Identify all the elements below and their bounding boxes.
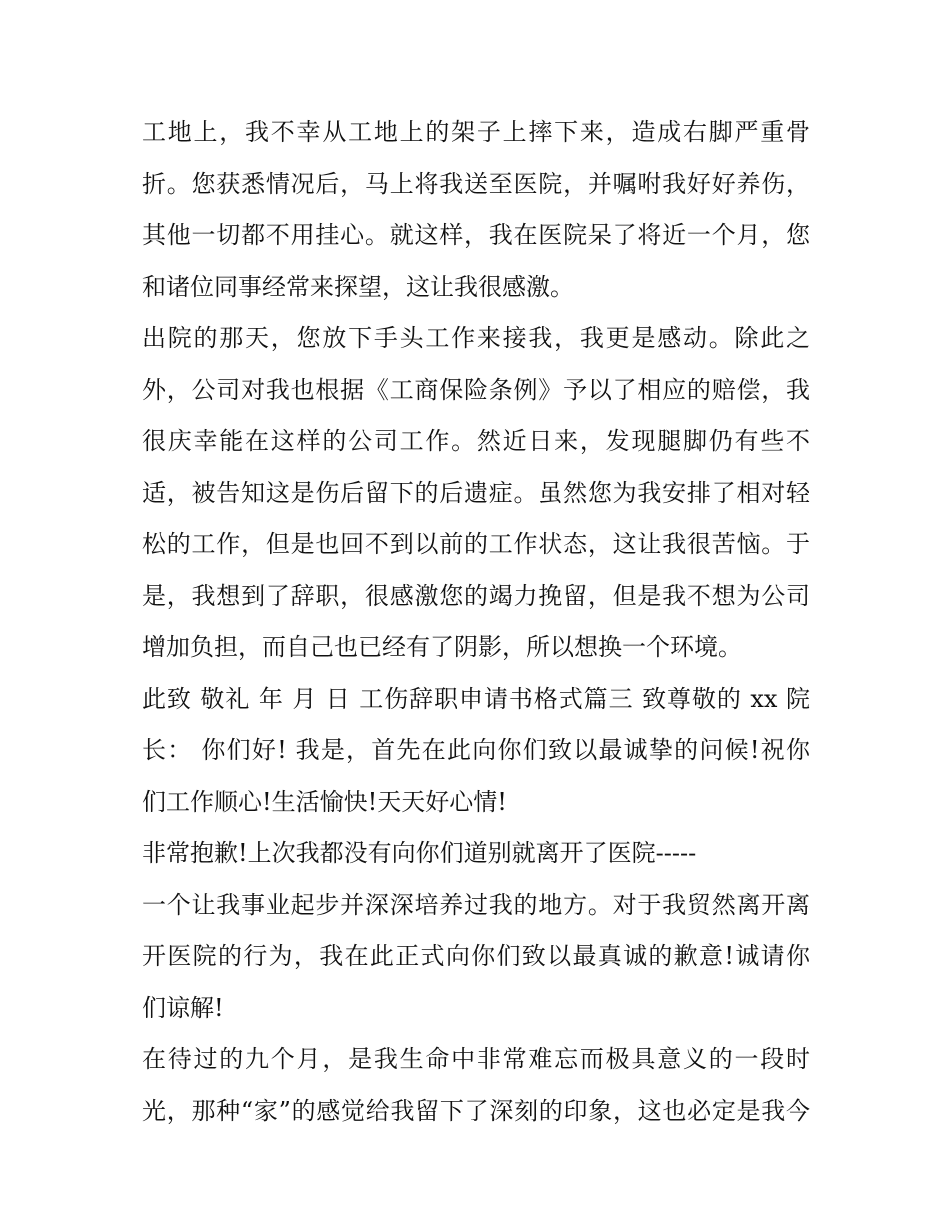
text-line: 们谅解! (142, 993, 224, 1022)
text-line: 折。您获悉情况后，马上将我送至医院，并嘱咐我好好养伤， (142, 169, 810, 198)
text-line: 光，那种“家”的感觉给我留下了深刻的印象，这也必定是我今 (142, 1096, 810, 1125)
text-line: 和诸位同事经常来探望，这让我很感激。 (142, 272, 574, 301)
text-line: 们工作顺心!生活愉快!天天好心情! (142, 787, 507, 816)
paragraph-4 (142, 828, 810, 880)
text-line: 松的工作，但是也回不到以前的工作状态，这让我很苦恼。于 (142, 530, 810, 558)
text-line: 适，被告知这是伤后留下的后遗症。虽然您为我安排了相对轻 (142, 478, 810, 507)
text-line: 很庆幸能在这样的公司工作。然近日来，发现腿脚仍有些不 (142, 427, 810, 455)
text-line: 是，我想到了辞职，很感激您的竭力挽留，但是我不想为公司 (142, 581, 810, 610)
text-line: 此致 敬礼 年 月 日 工伤辞职申请书格式篇三 致尊敬的 xx 院 (142, 684, 810, 713)
text-line: 增加负担，而自己也已经有了阴影，所以想换一个环境。 (142, 633, 742, 661)
text-line: 出院的那天，您放下手头工作来接我，我更是感动。除此之 (142, 324, 810, 352)
paragraph-2 (142, 313, 810, 674)
document-body (142, 107, 810, 1137)
text-line: 在待过的九个月，是我生命中非常难忘而极具意义的一段时 (142, 1045, 810, 1073)
paragraph-6 (142, 1034, 810, 1137)
paragraph-5 (142, 880, 810, 1035)
text-line: 非常抱歉!上次我都没有向你们道别就离开了医院----- (142, 839, 697, 867)
paragraph-3 (142, 674, 810, 829)
paragraph-1 (142, 107, 810, 313)
text-line: 工地上，我不幸从工地上的架子上摔下来，造成右脚严重骨 (142, 118, 810, 146)
text-line: 外，公司对我也根据《工商保险条例》予以了相应的赔偿，我 (142, 375, 810, 404)
text-line: 一个让我事业起步并深深培养过我的地方。对于我贸然离开离 (142, 890, 810, 919)
text-line: 开医院的行为，我在此正式向你们致以最真诚的歉意!诚请你 (142, 942, 810, 970)
text-line: 长： 你们好! 我是，首先在此向你们致以最诚挚的问候!祝你 (142, 736, 810, 764)
text-line: 其他一切都不用挂心。就这样，我在医院呆了将近一个月，您 (142, 221, 810, 249)
